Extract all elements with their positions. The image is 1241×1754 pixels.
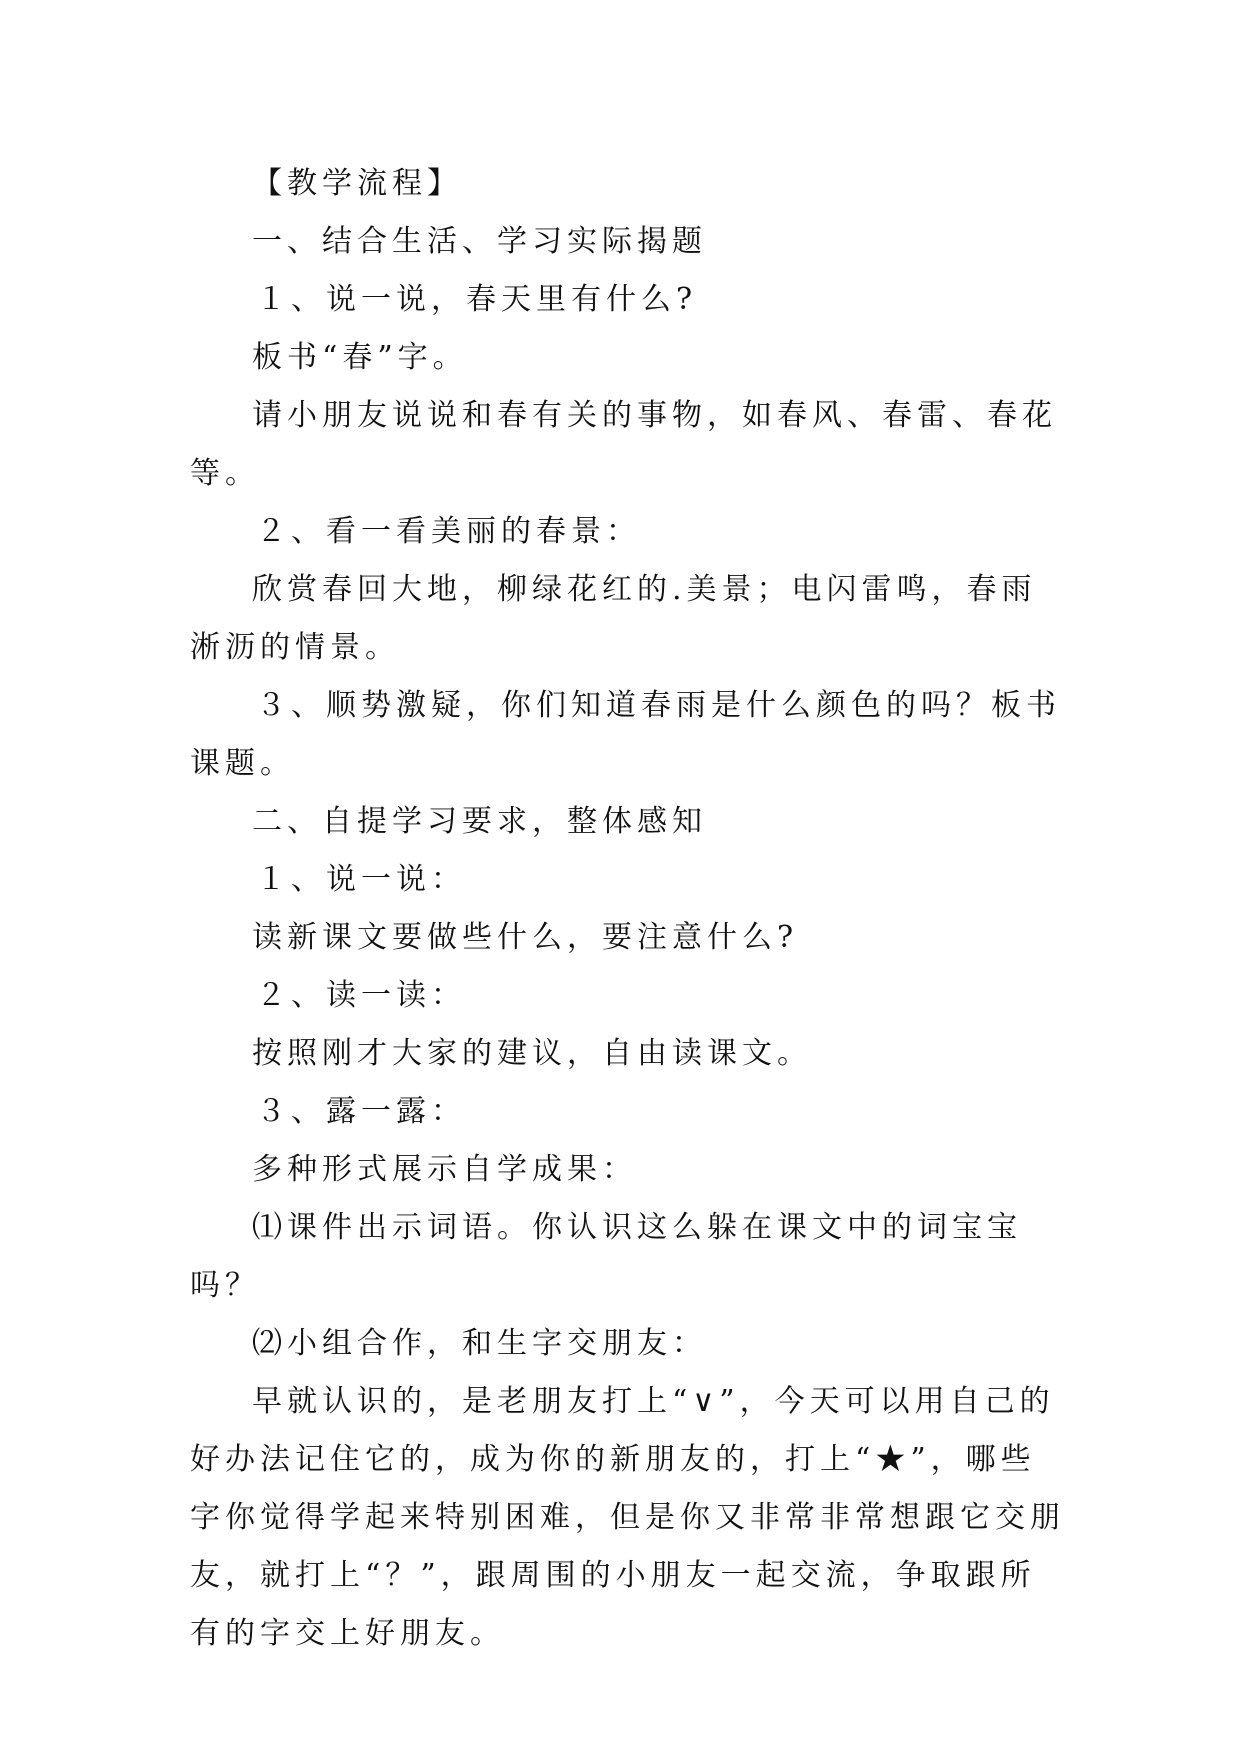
sub-item: ⑴课件出示词语。你认识这么躲在课文中的词宝宝吗？ bbox=[190, 1210, 1022, 1303]
step-item: ２、看一看美丽的春景： bbox=[256, 514, 641, 549]
step-item: ２、读一读： bbox=[256, 978, 466, 1013]
step-item: １、说一说，春天里有什么? bbox=[256, 282, 698, 317]
paragraph: 按照刚才大家的建议，自由读课文。 bbox=[252, 1036, 812, 1071]
sub-item: ⑵小组合作，和生字交朋友： bbox=[252, 1326, 707, 1361]
document-body bbox=[190, 155, 1070, 1663]
paragraph: 板书“春”字。 bbox=[252, 340, 468, 375]
paragraph: 早就认识的，是老朋友打上“∨”，今天可以用自己的好办法记住它的，成为你的新朋友的，打上“★”，哪些字你觉得学起来特别困难，但是你又非常非常想跟它交朋友，就打上“？”，跟周围的小朋友一起交流，争取跟所有的字交上好朋友。 bbox=[190, 1384, 1065, 1651]
paragraph: 欣赏春回大地，柳绿花红的.美景；电闪雷鸣，春雨淅沥的情景。 bbox=[190, 572, 1037, 665]
step-item: ３、露一露： bbox=[256, 1094, 466, 1129]
step-item: ３、顺势激疑，你们知道春雨是什么颜色的吗？板书课题。 bbox=[190, 688, 1061, 781]
paragraph: 多种形式展示自学成果： bbox=[252, 1152, 637, 1187]
step-item: １、说一说： bbox=[256, 862, 466, 897]
section-title: 二、自提学习要求，整体感知 bbox=[252, 804, 707, 839]
section-heading: 【教学流程】 bbox=[252, 166, 462, 201]
section-title: 一、结合生活、学习实际揭题 bbox=[252, 224, 707, 259]
paragraph: 读新课文要做些什么，要注意什么? bbox=[252, 920, 799, 955]
paragraph: 请小朋友说说和春有关的事物，如春风、春雷、春花等。 bbox=[190, 398, 1057, 491]
